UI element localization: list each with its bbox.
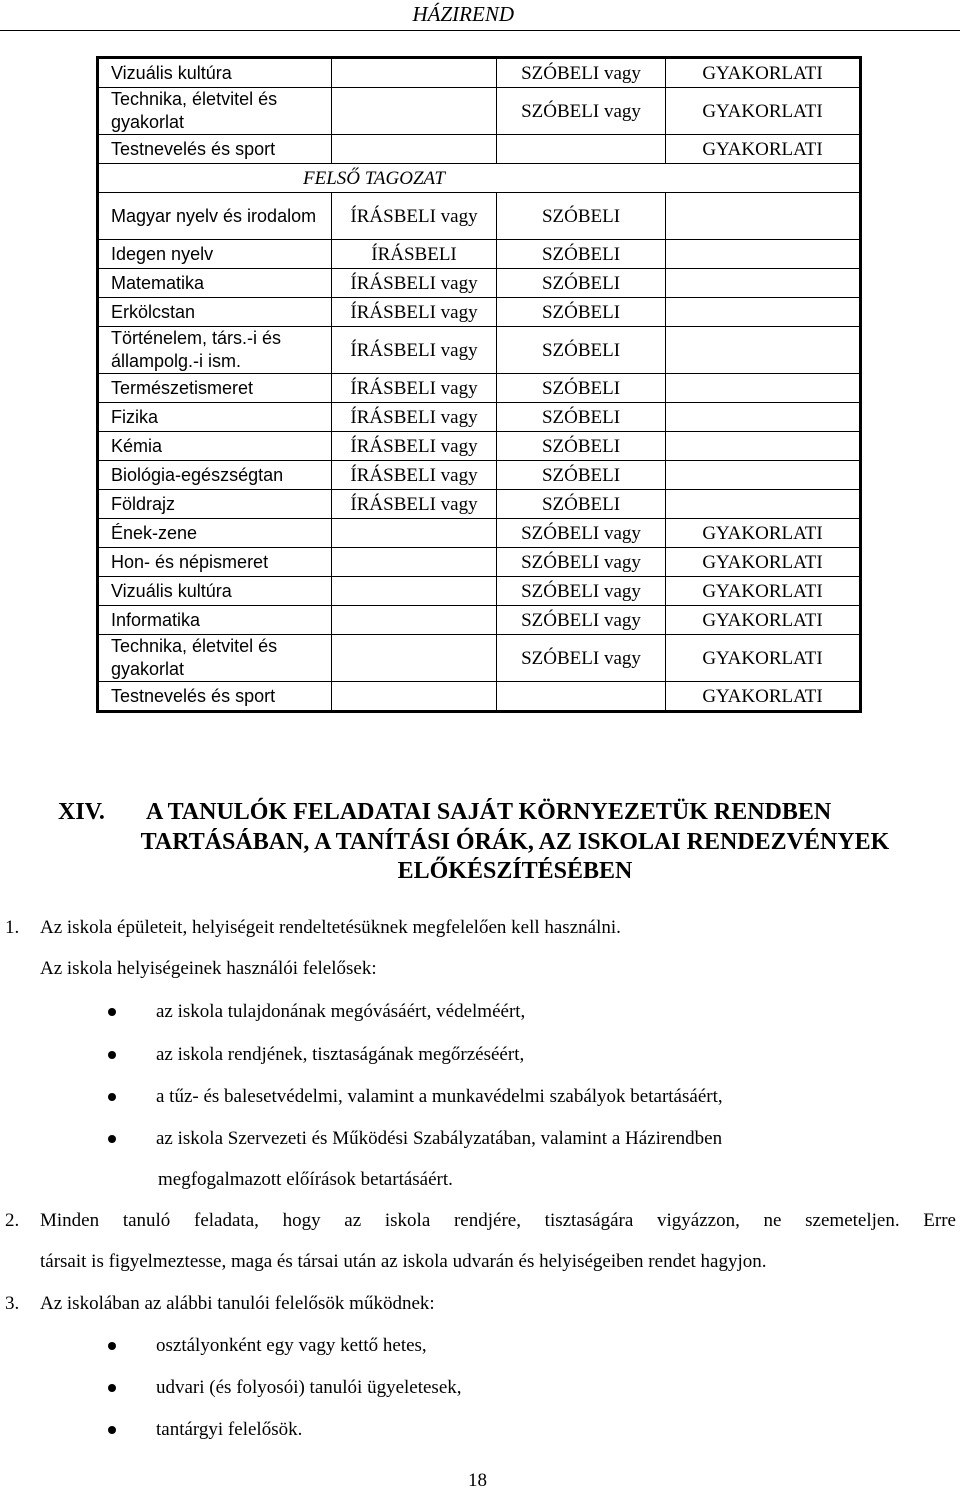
table-row [98,519,861,548]
subject-cell: Vizuális kultúra [98,58,332,88]
subject-cell: Idegen nyelv [98,240,332,269]
table-row [98,577,861,606]
table-row [98,432,861,461]
section-cell [98,164,861,193]
practical-cell [666,432,861,461]
list-item-text: az iskola Szervezeti és Működési Szabályzatában, valamint a Házirendben [156,1128,723,1149]
subject-cell: Vizuális kultúra [98,577,332,606]
table-row [98,461,861,490]
header-title: HÁZIREND [412,2,514,26]
table-row [98,403,861,432]
item-number: 1. [5,917,20,938]
practical-cell: GYAKORLATI [666,635,861,682]
subject-cell: Földrajz [98,490,332,519]
written-cell [332,88,497,135]
list-item-text: megfogalmazott előírások betartásáért. [158,1169,453,1190]
written-cell: ÍRÁSBELI vagy [332,490,497,519]
written-cell [332,606,497,635]
practical-cell [666,269,861,298]
table-row [98,548,861,577]
section-row [98,164,861,193]
section-title: FELSŐ TAGOZAT [303,167,445,189]
practical-cell [666,298,861,327]
table-row [98,682,861,712]
page-header [0,0,960,31]
practical-cell: GYAKORLATI [666,682,861,712]
item-text: Az iskola helyiségeinek használói felelősek: [40,958,377,979]
table-row [98,240,861,269]
written-cell: ÍRÁSBELI [332,240,497,269]
subject-cell: Történelem, társ.-i és állampolg.-i ism. [98,327,332,374]
section-number: XIV. [58,799,105,825]
practical-cell: GYAKORLATI [666,58,861,88]
oral-cell: SZÓBELI [497,298,666,327]
subject-cell: Testnevelés és sport [98,682,332,712]
practical-cell [666,327,861,374]
written-cell [332,682,497,712]
list-item-text: tantárgyi felelősök. [156,1419,303,1440]
table-row [98,606,861,635]
practical-cell [666,490,861,519]
subject-cell: Magyar nyelv és irodalom [98,193,332,240]
table-row [98,88,861,135]
item-text-line1: Minden tanuló feladata, hogy az iskola rendjére, tisztaságára vigyázzon, ne szemeteljen. Erre [40,1210,956,1231]
item-number: 2. [5,1210,20,1231]
practical-cell [666,193,861,240]
oral-cell: SZÓBELI [497,461,666,490]
bullet-icon [108,1051,116,1059]
oral-cell: SZÓBELI vagy [497,548,666,577]
oral-cell: SZÓBELI vagy [497,519,666,548]
oral-cell: SZÓBELI [497,432,666,461]
section-title-line1: A TANULÓK FELADATAI SAJÁT KÖRNYEZETÜK RENDBEN [146,799,832,825]
table-row [98,635,861,682]
written-cell [332,548,497,577]
oral-cell: SZÓBELI [497,374,666,403]
oral-cell: SZÓBELI [497,269,666,298]
oral-cell: SZÓBELI vagy [497,58,666,88]
subject-cell: Informatika [98,606,332,635]
written-cell: ÍRÁSBELI vagy [332,298,497,327]
table-row [98,58,861,88]
subject-cell: Hon- és népismeret [98,548,332,577]
written-cell [332,58,497,88]
practical-cell [666,403,861,432]
oral-cell [497,135,666,164]
subject-cell: Technika, életvitel és gyakorlat [98,635,332,682]
item-number: 3. [5,1293,20,1314]
item-text: Az iskolában az alábbi tanulói felelősök működnek: [40,1293,435,1314]
written-cell: ÍRÁSBELI vagy [332,432,497,461]
bullet-icon [108,1135,116,1143]
section-title-line3: ELŐKÉSZÍTÉSÉBEN [397,858,633,884]
practical-cell: GYAKORLATI [666,606,861,635]
written-cell: ÍRÁSBELI vagy [332,193,497,240]
written-cell: ÍRÁSBELI vagy [332,374,497,403]
subject-cell: Testnevelés és sport [98,135,332,164]
practical-cell [666,461,861,490]
written-cell: ÍRÁSBELI vagy [332,461,497,490]
practical-cell [666,240,861,269]
oral-cell: SZÓBELI [497,240,666,269]
table-row [98,135,861,164]
oral-cell: SZÓBELI vagy [497,635,666,682]
bullet-icon [108,1426,116,1434]
subject-cell: Technika, életvitel és gyakorlat [98,88,332,135]
table-row [98,269,861,298]
written-cell: ÍRÁSBELI vagy [332,327,497,374]
written-cell [332,519,497,548]
written-cell [332,135,497,164]
bullet-icon [108,1384,116,1392]
oral-cell: SZÓBELI vagy [497,577,666,606]
list-item-text: az iskola tulajdonának megóvásáért, védelméért, [156,1001,526,1022]
oral-cell: SZÓBELI [497,193,666,240]
section-title-line2: TARTÁSÁBAN, A TANÍTÁSI ÓRÁK, AZ ISKOLAI RENDEZVÉNYEK [140,829,890,855]
list-item-text: osztályonként egy vagy kettő hetes, [156,1335,427,1356]
table-row [98,327,861,374]
subject-cell: Ének-zene [98,519,332,548]
written-cell [332,635,497,682]
item-text: Az iskola épületeit, helyiségeit rendeltetésüknek megfelelően kell használni. [40,917,621,938]
table-row [98,193,861,240]
written-cell [332,577,497,606]
subject-cell: Kémia [98,432,332,461]
subject-cell: Matematika [98,269,332,298]
oral-cell: SZÓBELI [497,403,666,432]
bullet-icon [108,1093,116,1101]
oral-cell: SZÓBELI [497,327,666,374]
subject-cell: Biológia-egészségtan [98,461,332,490]
list-item-text: a tűz- és balesetvédelmi, valamint a munkavédelmi szabályok betartásáért, [156,1086,723,1107]
subject-cell: Fizika [98,403,332,432]
practical-cell: GYAKORLATI [666,519,861,548]
practical-cell: GYAKORLATI [666,88,861,135]
practical-cell: GYAKORLATI [666,135,861,164]
subject-cell: Természetismeret [98,374,332,403]
written-cell: ÍRÁSBELI vagy [332,269,497,298]
list-item-text: az iskola rendjének, tisztaságának megőrzéséért, [156,1044,525,1065]
table-row [98,374,861,403]
table-row [98,298,861,327]
practical-cell: GYAKORLATI [666,548,861,577]
practical-cell [666,374,861,403]
oral-cell: SZÓBELI vagy [497,606,666,635]
bullet-icon [108,1342,116,1350]
oral-cell: SZÓBELI [497,490,666,519]
page-number: 18 [468,1470,487,1491]
oral-cell: SZÓBELI vagy [497,88,666,135]
subject-cell: Erkölcstan [98,298,332,327]
practical-cell: GYAKORLATI [666,577,861,606]
bullet-icon [108,1008,116,1016]
oral-cell [497,682,666,712]
list-item-text: udvari (és folyosói) tanulói ügyeletesek, [156,1377,462,1398]
exam-mode-table [96,56,862,713]
table-row [98,490,861,519]
written-cell: ÍRÁSBELI vagy [332,403,497,432]
item-text-line2: társait is figyelmeztesse, maga és társai után az iskola udvarán és helyiségeiben rendet hagyjon. [40,1251,767,1272]
